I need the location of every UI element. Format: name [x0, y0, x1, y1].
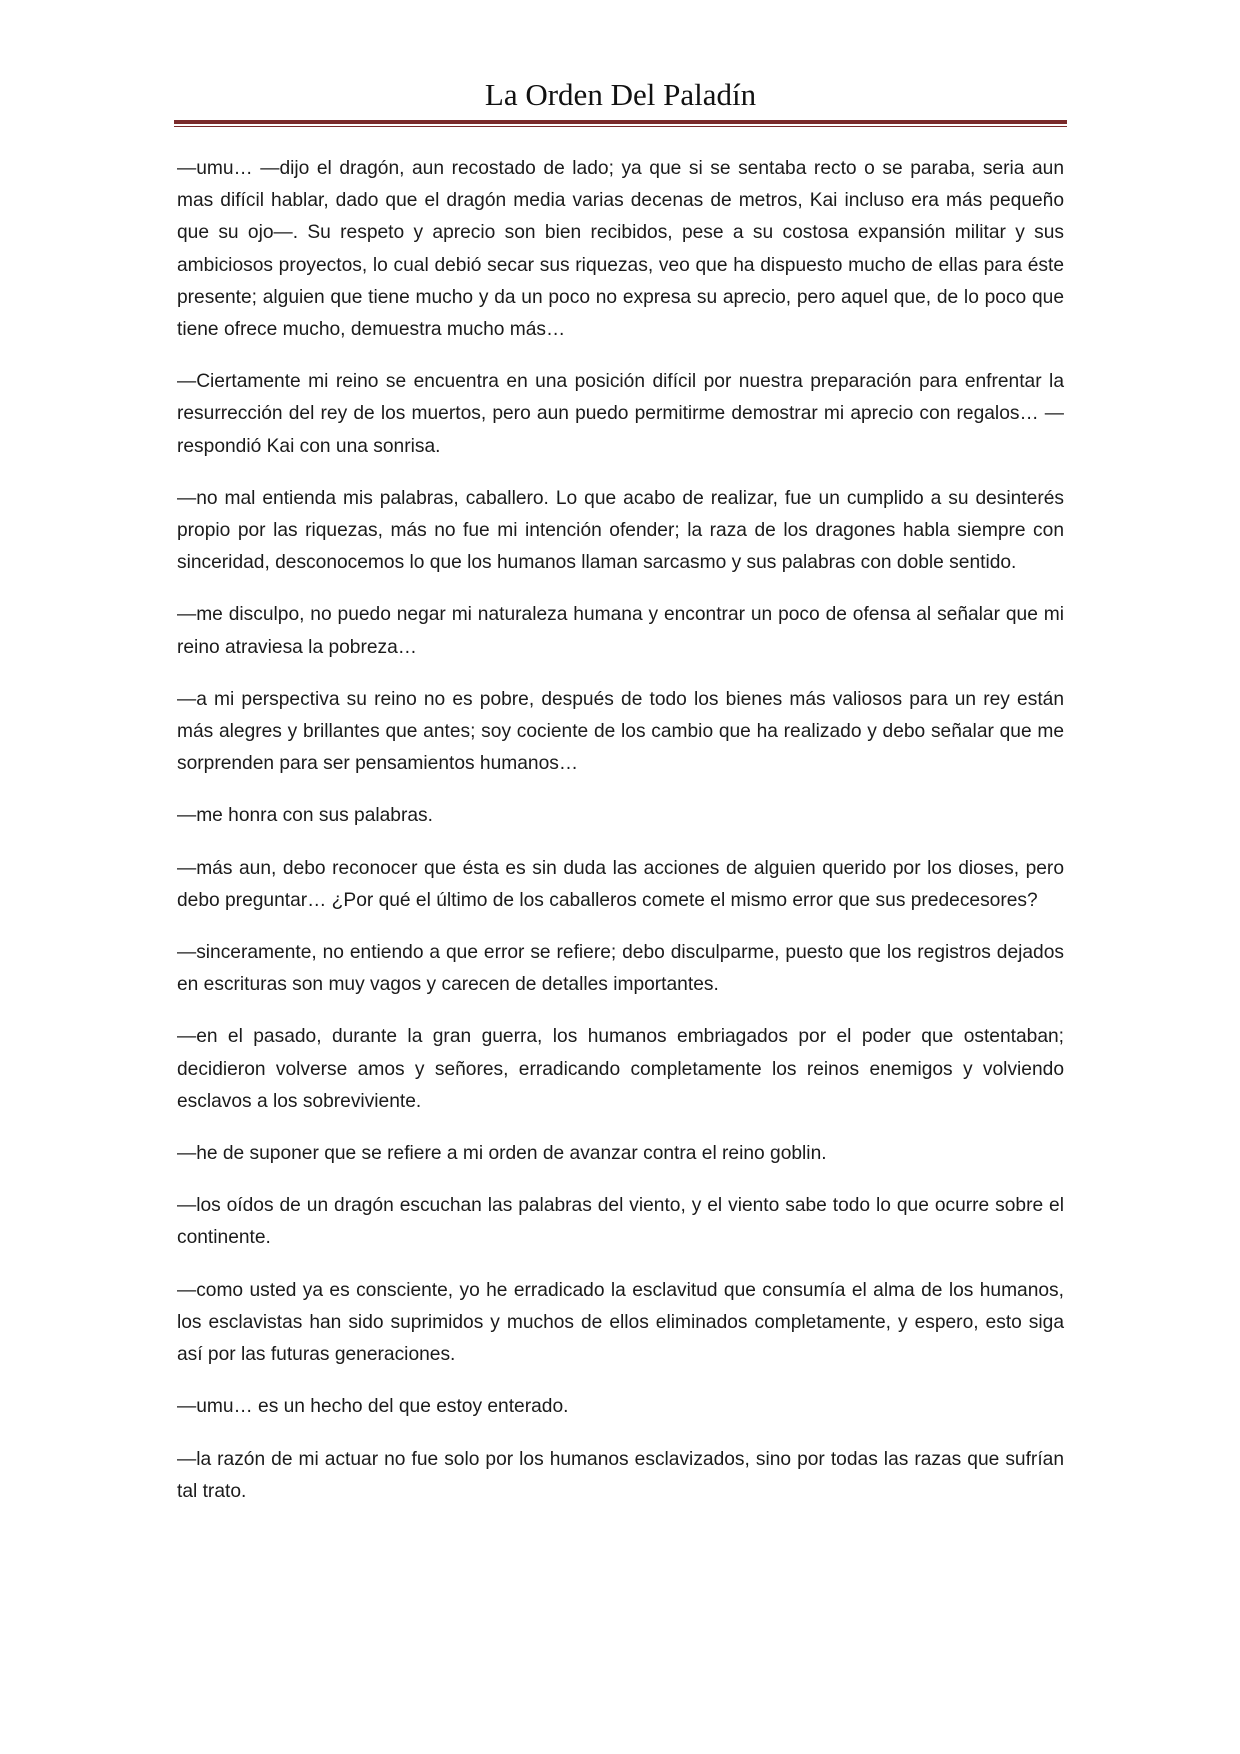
paragraph: —en el pasado, durante la gran guerra, los humanos embriagados por el poder que ostentaban; decidieron volverse amos y señores, erradicando completamente los reinos enemigos y volviendo esclavos a los sobreviviente. — [177, 1026, 1064, 1112]
paragraph: —los oídos de un dragón escuchan las palabras del viento, y el viento sabe todo lo que ocurre sobre el continente. — [177, 1195, 1064, 1249]
paragraph: —me honra con sus palabras. — [177, 805, 433, 827]
body-text — [177, 153, 1064, 1528]
paragraph: —he de suponer que se refiere a mi orden de avanzar contra el reino goblin. — [177, 1143, 827, 1165]
paragraph: —como usted ya es consciente, yo he erradicado la esclavitud que consumía el alma de los humanos, los esclavistas han sido suprimidos y muchos de ellos eliminados completamente, y espero, esto siga así por las futuras generaciones. — [177, 1279, 1064, 1366]
paragraph: —a mi perspectiva su reino no es pobre, después de todo los bienes más valiosos para un rey están más alegres y brillantes que antes; soy cociente de los cambio que ha realizado y debo señalar que me sorprenden para ser pensamientos humanos… — [177, 688, 1064, 775]
header-divider-thin-line — [174, 126, 1067, 127]
paragraph: —no mal entienda mis palabras, caballero. Lo que acabo de realizar, fue un cumplido a su desinterés propio por las riquezas, más no fue mi intención ofender; la raza de los dragones habla siempre con sinceridad, desconocemos lo que los humanos llaman sarcasmo y sus palabras con doble sentido. — [177, 487, 1064, 574]
paragraph: —sinceramente, no entiendo a que error se refiere; debo disculparme, puesto que los registros dejados en escrituras son muy vagos y carecen de detalles importantes. — [177, 942, 1064, 996]
page-header — [174, 74, 1067, 127]
paragraph: —Ciertamente mi reino se encuentra en una posición difícil por nuestra preparación para enfrentar la resurrección del rey de los muertos, pero aun puedo permitirme demostrar mi aprecio con regalos… —respondió Kai con una sonrisa. — [177, 371, 1064, 457]
page-title: La Orden Del Paladín — [484, 77, 757, 112]
header-divider — [174, 120, 1067, 127]
header-divider-thick-line — [174, 120, 1067, 124]
paragraph: —umu… —dijo el dragón, aun recostado de lado; ya que si se sentaba recto o se paraba, seria aun mas difícil hablar, dado que el dragón media varias decenas de metros, Kai incluso era más pequeño que su ojo—. Su respeto y aprecio son bien recibidos, pese a su costosa expansión militar y sus ambiciosos proyectos, lo cual debió secar sus riquezas, veo que ha dispuesto mucho de ellas para éste presente; alguien que tiene mucho y da un poco no expresa su aprecio, pero aquel que, de lo poco que tiene ofrece mucho, demuestra mucho más… — [177, 158, 1064, 341]
paragraph: —me disculpo, no puedo negar mi naturaleza humana y encontrar un poco de ofensa al señalar que mi reino atraviesa la pobreza… — [177, 604, 1064, 658]
paragraph: —más aun, debo reconocer que ésta es sin duda las acciones de alguien querido por los dioses, pero debo preguntar… ¿Por qué el último de los caballeros comete el mismo error que sus predecesores? — [177, 857, 1064, 911]
paragraph: —la razón de mi actuar no fue solo por los humanos esclavizados, sino por todas las razas que sufrían tal trato. — [177, 1448, 1064, 1502]
paragraph: —umu… es un hecho del que estoy enterado. — [177, 1396, 569, 1418]
